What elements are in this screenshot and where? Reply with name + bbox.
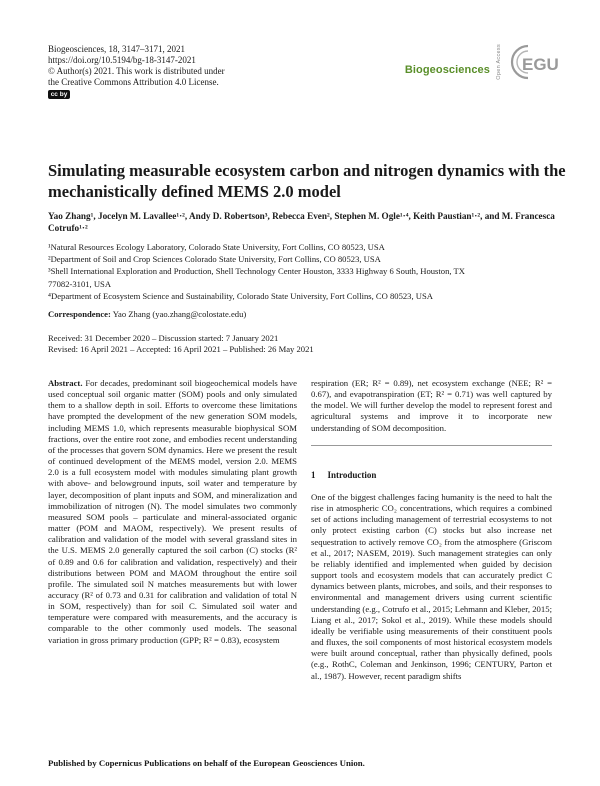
section-title: Introduction xyxy=(327,470,377,480)
abstract-continuation: respiration (ER; R² = 0.89), net ecosystem exchange (NEE; R² = 0.67), and evapotranspiration (ET; R² = 0.71) was well captured by the model. We will further develop the model to represent forest and agricultural systems and improve it to incorporate new understanding of SOM decomposition. xyxy=(311,378,552,433)
correspondence-email[interactable]: Yao Zhang (yao.zhang@colostate.edu) xyxy=(112,309,247,319)
open-access-label: Open Access xyxy=(496,44,502,80)
egu-logo-icon xyxy=(508,42,560,82)
section-divider xyxy=(311,445,552,446)
correspondence-label: Correspondence: xyxy=(48,309,111,319)
abstract-column-right xyxy=(311,378,552,434)
paper-title: Simulating measurable ecosystem carbon and nitrogen dynamics with the mechanistically defined MEMS 2.0 model xyxy=(48,161,566,201)
doi-link[interactable]: https://doi.org/10.5194/bg-18-3147-2021 xyxy=(48,55,196,65)
abstract-label: Abstract. xyxy=(48,378,83,388)
author-list: Yao Zhang¹, Jocelyn M. Lavallee¹·², Andy D. Robertson³, Rebecca Even², Stephen M. Ogle¹·⁴, Keith Paustian¹·², and M. Francesca Cotrufo¹·² xyxy=(48,211,555,233)
section-heading-introduction xyxy=(311,470,388,480)
section-number: 1 xyxy=(311,470,316,480)
affiliation-3: ³Shell International Exploration and Production, Shell Technology Center Houston, 3333 Highway 6 South, Houston, TX 77082-3101, USA xyxy=(48,266,465,289)
copyright-notice: © Author(s) 2021. This work is distributed under xyxy=(48,66,225,76)
dates-published: Revised: 16 April 2021 – Accepted: 16 April 2021 – Published: 26 May 2021 xyxy=(48,344,314,355)
journal-metadata xyxy=(48,44,225,99)
affiliations xyxy=(48,241,568,302)
journal-citation: Biogeosciences, 18, 3147–3171, 2021 xyxy=(48,44,185,54)
publisher-footer: Published by Copernicus Publications on behalf of the European Geosciences Union. xyxy=(48,758,365,768)
introduction-text: One of the biggest challenges facing humanity is the need to halt the rise in atmospheric CO₂ concentrations, which requires a combined set of actions including management of terrestrial ecosystems to not only protect existing carbon (C) stocks but also increase net sequestration to actively remove CO₂ from the atmosphere (Griscom et al., 2017; NASEM, 2019). Such management strategies can only be reliably identified and implemented when guided by decision support tools and ecosystem models that can accurately predict C dynamics between plants, microbes, and soils, and their responses to environmental and management drivers using current scientific understanding (e.g., Cotrufo et al., 2015; Lehmann and Kleber, 2015; Liang et al., 2017; Sokol et al., 2019). While these models should ideally be verifiable using measurements of their constituent pools and fluxes, the soil components of most historical ecosystem models were built around conceptual, rather than physically defined, pools (e.g., RothC, Coleman and Jenkinson, 1996; CENTURY, Parton et al., 1987). However, recent paradigm shifts xyxy=(311,492,552,681)
journal-logo xyxy=(405,42,560,82)
journal-logo-text: Biogeosciences xyxy=(404,64,490,76)
abstract-text: For decades, predominant soil biogeochemical models have used conceptual soil organic matter (SOM) pools and only simulated them to a shallow depth in soil. Efforts to overcome these limitations have prompted the development of the new generation SOM models, including MEMS 1.0, which represents measurable biophysical SOM fractions, over the entire root zone, and embodies recent understanding of the processes that govern SOM dynamics. Here we present the result of continued development of the MEMS model, version 2.0. MEMS 2.0 is a full ecosystem model with modules simulating plant growth with above- and belowground inputs, soil water and temperature by layer, decomposition of plant inputs and SOM, and mineralization and immobilization of nitrogen (N). The model simulates two commonly measured SOM pools – particulate and mineral-associated organic matter (POM and MAOM, respectively). We present results of calibration and validation of the model with several grassland sites in the U.S. MEMS 2.0 generally captured the soil carbon (C) stocks (R² of 0.89 and 0.6 for calibration and validation, respectively) and their distributions between POM and MAOM throughout the entire soil profile. The simulated soil N matches measurements but with lower accuracy (R² of 0.73 and 0.31 for calibration and validation of total N in SOM, respectively) than for soil C. Simulated soil water and temperature were compared with measurements, and the accuracy is comparable to the other commonly used models. The seasonal variation in gross primary production (GPP; R² = 0.83), ecosystem xyxy=(48,378,298,645)
abstract-column-left xyxy=(48,378,297,646)
svg-text:EGU: EGU xyxy=(522,55,559,74)
affiliation-4: ⁴Department of Ecosystem Science and Sustainability, Colorado State University, Fort Collins, CO 80523, USA xyxy=(48,290,433,301)
cc-license-badge[interactable]: cc by xyxy=(48,90,70,99)
correspondence xyxy=(48,309,246,319)
affiliation-2: ²Department of Soil and Crop Sciences Colorado State University, Fort Collins, CO 80523, USA xyxy=(48,254,381,265)
license-notice: the Creative Commons Attribution 4.0 License. xyxy=(48,77,219,87)
dates-received: Received: 31 December 2020 – Discussion started: 7 January 2021 xyxy=(48,333,279,343)
affiliation-1: ¹Natural Resources Ecology Laboratory, Colorado State University, Fort Collins, CO 80523, USA xyxy=(48,242,385,252)
publication-dates xyxy=(48,333,314,355)
